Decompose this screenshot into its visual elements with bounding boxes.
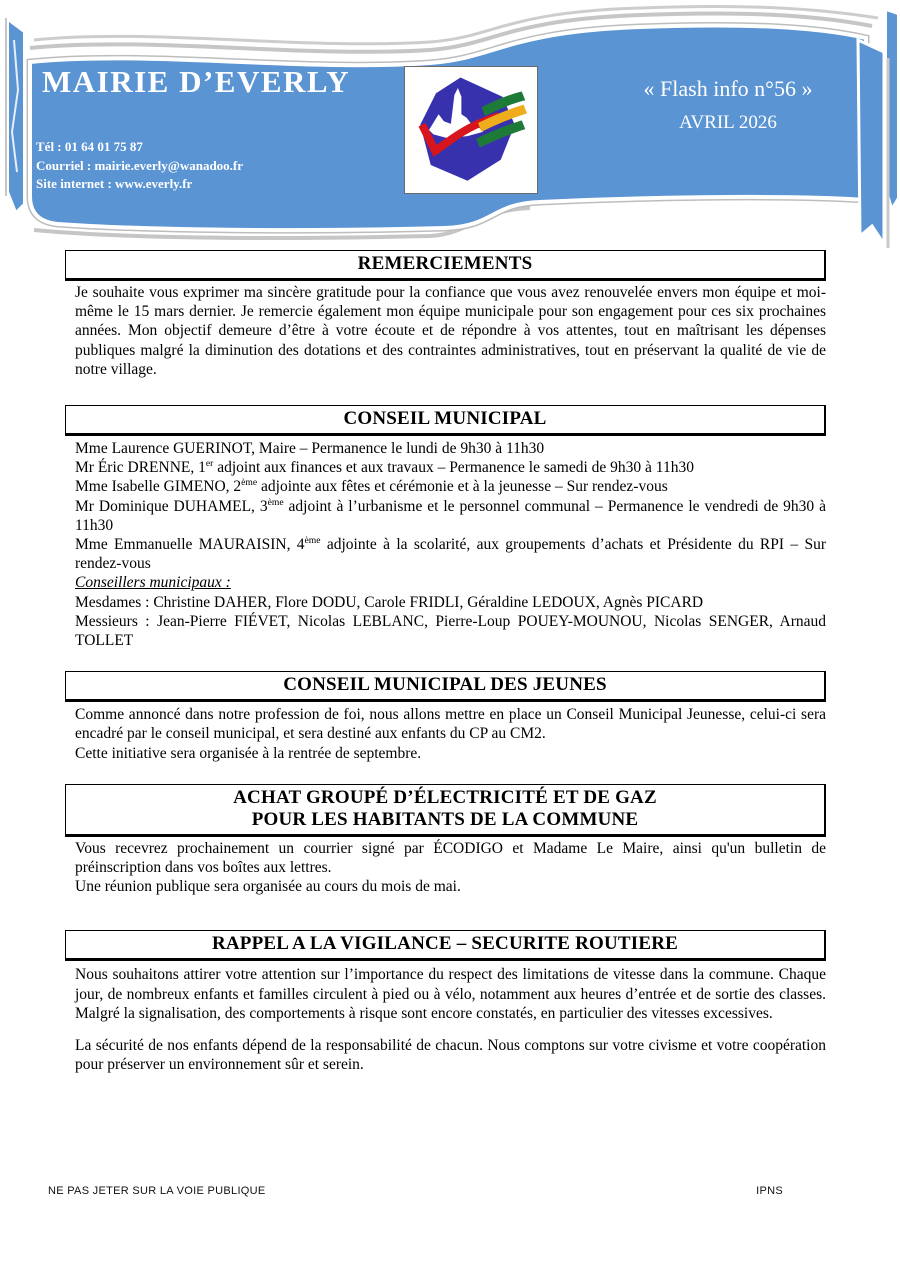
section-heading-box bbox=[65, 784, 826, 837]
contact-block bbox=[36, 138, 243, 194]
section-heading: REMERCIEMENTS bbox=[357, 253, 533, 274]
town-logo bbox=[404, 66, 538, 194]
council-members-list bbox=[65, 439, 826, 650]
section-achat-groupe bbox=[65, 784, 826, 897]
section-heading-line2: POUR LES HABITANTS DE LA COMMUNE bbox=[251, 808, 639, 830]
newsletter-date: AVRIL 2026 bbox=[679, 112, 777, 133]
council-line-text: adjoint aux finances et aux travaux – Permanence le samedi de 9h30 à 11h30 bbox=[213, 459, 694, 477]
paragraph: Vous recevrez prochainement un courrier signé par ÉCODIGO et Madame Le Maire, ainsi qu'un bulletin de préinscription dans vos boîtes aux lettres. bbox=[75, 839, 826, 877]
section-text bbox=[65, 705, 826, 763]
section-heading-box bbox=[65, 930, 826, 961]
council-line-text: Mme Laurence GUERINOT, Maire – Permanence le lundi de 9h30 à 11h30 bbox=[75, 440, 545, 458]
paragraph: Comme annoncé dans notre profession de foi, nous allons mettre en place un Conseil Municipal Jeunesse, celui-ci sera encadré par le conseil municipal, et sera destiné aux enfants du CP au CM2. bbox=[75, 706, 826, 743]
paragraph: Je souhaite vous exprimer ma sincère gratitude pour la confiance que vous avez renouvelée envers mon équipe et moi-même le 15 mars dernier. Je remercie également mon équipe municipale pour son engagement pour ces six prochaines années. Mon objectif demeure d’être à votre écoute et de répondre à vos attentes, tout en maîtrisant les dépenses publiques malgré la diminution des dotations et des contraintes administratives, tout en préservant la qualité de vie de notre village. bbox=[75, 284, 826, 378]
section-securite-routiere bbox=[65, 930, 826, 1074]
website-line: Site internet : www.everly.fr bbox=[36, 176, 193, 191]
section-remerciements bbox=[65, 250, 826, 379]
council-line bbox=[75, 477, 826, 496]
section-text bbox=[65, 965, 826, 1074]
paragraph: La sécurité de nos enfants dépend de la responsabilité de chacun. Nous comptons sur votre civisme et votre coopération pour préserver un environnement sûr et serein. bbox=[75, 1037, 826, 1074]
council-line bbox=[75, 458, 826, 477]
council-line bbox=[75, 593, 826, 612]
paragraph: Nous souhaitons attirer votre attention sur l’importance du respect des limitations de vitesse dans la commune. Chaque jour, de nombreux enfants et familles circulent à pied ou à vélo, notamment aux heures d’entrée et de sortie des classes. Malgré la signalisation, des comportements à risque sont encore constatés, en particulier des vitesses excessives. bbox=[75, 966, 826, 1022]
council-line-text: Mesdames : Christine DAHER, Flore DODU, Carole FRIDLI, Géraldine LEDOUX, Agnès PICARD bbox=[75, 593, 704, 611]
council-line bbox=[75, 573, 826, 592]
phone-line: Tél : 01 64 01 75 87 bbox=[36, 139, 143, 154]
ordinal-superscript: ème bbox=[241, 477, 258, 489]
council-line bbox=[75, 535, 826, 573]
section-conseil-municipal bbox=[65, 405, 826, 650]
council-line-text: Mr Éric DRENNE, 1 bbox=[75, 459, 206, 477]
section-heading: CONSEIL MUNICIPAL bbox=[343, 408, 547, 430]
page-title: MAIRIE D’EVERLY bbox=[42, 64, 351, 99]
council-line bbox=[75, 612, 826, 650]
footer-left-notice: NE PAS JETER SUR LA VOIE PUBLIQUE bbox=[48, 1185, 266, 1197]
newsletter-body bbox=[65, 248, 826, 1074]
paragraph: Une réunion publique sera organisée au cours du mois de mai. bbox=[75, 878, 461, 896]
page-footer bbox=[0, 1185, 900, 1197]
paragraph: Cette initiative sera organisée à la rentrée de septembre. bbox=[75, 744, 422, 762]
council-line-text: Messieurs : Jean-Pierre FIÉVET, Nicolas LEBLANC, Pierre-Loup POUEY-MOUNOU, Nicolas SENGER, Arnaud TOLLET bbox=[75, 612, 826, 650]
email-line: Courriel : mairie.everly@wanadoo.fr bbox=[36, 157, 244, 173]
newsletter-info bbox=[578, 76, 878, 134]
ordinal-superscript: ème bbox=[267, 496, 284, 508]
council-line-text: adjoint à l’urbanisme et le personnel communal – Permanence le vendredi de 9h30 à 11h30 bbox=[75, 497, 826, 534]
ordinal-superscript: er bbox=[205, 458, 214, 470]
council-line bbox=[75, 497, 826, 535]
council-line-text: adjointe à la scolarité, aux groupements d’achats et Présidente du RPI – Sur rendez-vous bbox=[75, 536, 827, 573]
council-line-text: Mr Dominique DUHAMEL, 3 bbox=[75, 497, 268, 515]
section-conseil-jeunes bbox=[65, 671, 826, 763]
newsletter-title: « Flash info n°56 » bbox=[643, 76, 813, 101]
council-line-text: Mme Emmanuelle MAURAISIN, 4 bbox=[75, 536, 305, 554]
footer-right-notice: IPNS bbox=[756, 1185, 783, 1197]
ordinal-superscript: ème bbox=[304, 534, 321, 546]
section-heading-line1: ACHAT GROUPÉ D’ÉLECTRICITÉ ET DE GAZ bbox=[233, 786, 657, 808]
council-line-text: adjointe aux fêtes et cérémonie et à la jeunesse – Sur rendez-vous bbox=[257, 478, 668, 496]
section-heading-box bbox=[65, 250, 826, 281]
section-heading: RAPPEL A LA VIGILANCE – SECURITE ROUTIERE bbox=[211, 933, 679, 955]
section-heading: CONSEIL MUNICIPAL DES JEUNES bbox=[283, 674, 607, 696]
section-heading-box bbox=[65, 405, 826, 436]
town-logo-emblem bbox=[415, 73, 527, 187]
council-line-text: Conseillers municipaux : bbox=[75, 574, 231, 592]
section-text bbox=[65, 839, 826, 897]
section-text bbox=[65, 283, 826, 379]
council-line-text: Mme Isabelle GIMENO, 2 bbox=[75, 478, 242, 496]
council-line bbox=[75, 439, 826, 458]
header-banner bbox=[0, 0, 900, 252]
section-heading-box bbox=[65, 671, 826, 702]
